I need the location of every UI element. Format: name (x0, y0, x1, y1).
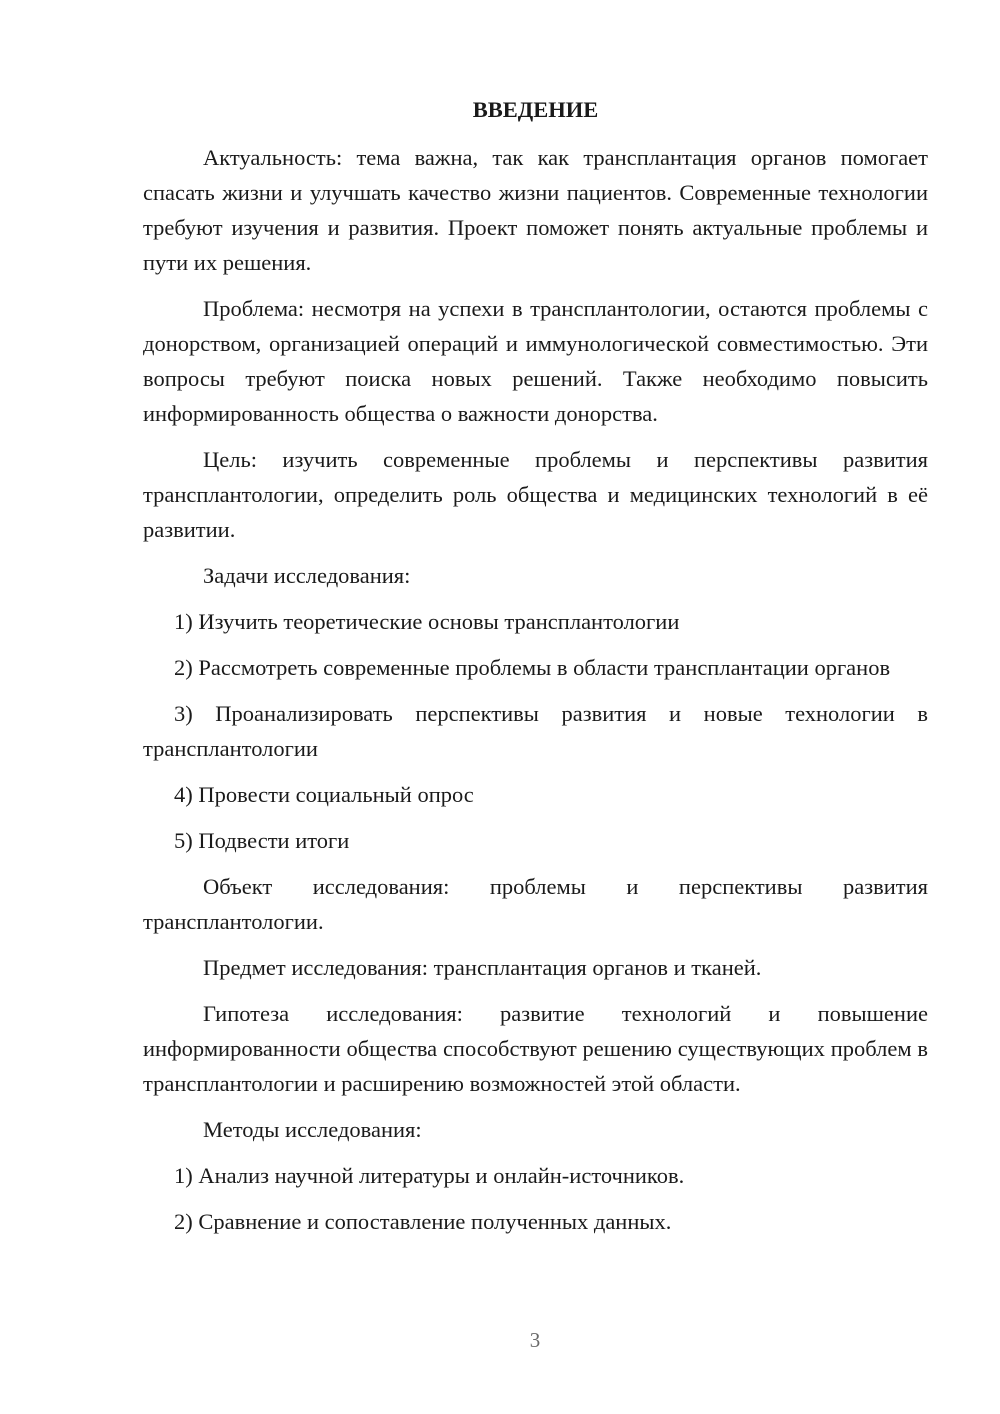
section-title: ВВЕДЕНИЕ (472, 97, 599, 122)
method-item-1: 1) Анализ научной литературы и онлайн-источников. (174, 1163, 685, 1188)
paragraph-object: Объект исследования: проблемы и перспективы развития трансплантологии. (143, 874, 928, 934)
page-content (143, 92, 928, 1250)
task-item-3: 3) Проанализировать перспективы развития и новые технологии в трансплантологии (143, 701, 928, 761)
task-item-2: 2) Рассмотреть современные проблемы в области трансплантации органов (174, 655, 891, 680)
paragraph-problem: Проблема: несмотря на успехи в трансплантологии, остаются проблемы с донорством, организацией операций и иммунологической совместимостью. Эти вопросы требуют поиска новых решений. Также необходимо повысить информированность общества о важности донорства. (143, 296, 928, 426)
paragraph-hypothesis: Гипотеза исследования: развитие технологий и повышение информированности общества способствуют решению существующих проблем в трансплантологии и расширению возможностей этой области. (143, 1001, 928, 1096)
paragraph-relevance: Актуальность: тема важна, так как трансплантация органов помогает спасать жизни и улучшать качество жизни пациентов. Современные технологии требуют изучения и развития. Проект поможет понять актуальные проблемы и пути их решения. (143, 145, 928, 275)
tasks-heading: Задачи исследования: (203, 563, 411, 588)
paragraph-goal: Цель: изучить современные проблемы и перспективы развития трансплантологии, определить роль общества и медицинских технологий в её развитии. (143, 447, 928, 542)
page-number: 3 (529, 1328, 541, 1352)
task-item-1: 1) Изучить теоретические основы трансплантологии (174, 609, 680, 634)
task-item-5: 5) Подвести итоги (174, 828, 350, 853)
methods-heading: Методы исследования: (203, 1117, 422, 1142)
task-item-4: 4) Провести социальный опрос (174, 782, 474, 807)
paragraph-subject: Предмет исследования: трансплантация органов и тканей. (203, 955, 762, 980)
method-item-2: 2) Сравнение и сопоставление полученных данных. (174, 1209, 672, 1234)
